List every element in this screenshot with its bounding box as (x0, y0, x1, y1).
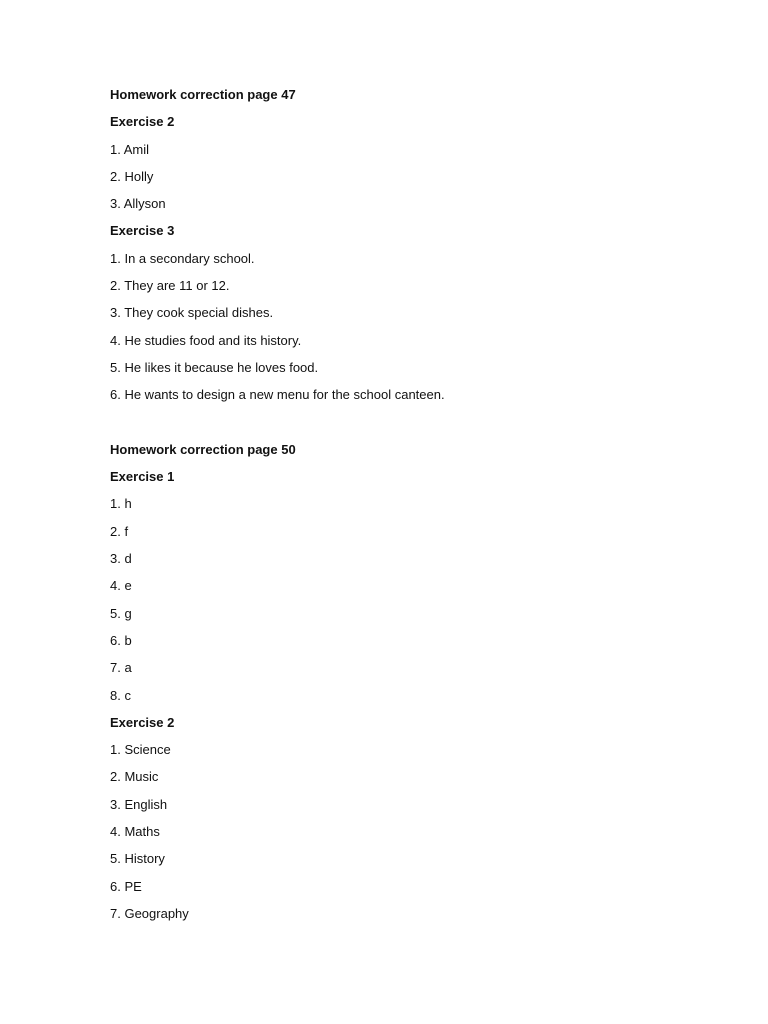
exercise-heading: Exercise 1 (110, 469, 175, 485)
answer-item: 6. He wants to design a new menu for the school canteen. (110, 387, 445, 403)
answer-item: 8. c (110, 687, 131, 703)
answer-item: 4. e (110, 578, 132, 594)
answer-item: 1. Amil (110, 141, 150, 157)
answer-item: 1. Science (110, 742, 171, 758)
exercise-heading: Exercise 2 (110, 714, 175, 730)
answer-item: 6. b (110, 632, 132, 648)
answer-item: 4. He studies food and its history. (110, 332, 302, 348)
answer-item: 1. In a secondary school. (110, 250, 255, 266)
answer-item: 3. d (110, 551, 132, 567)
answer-item: 5. He likes it because he loves food. (110, 359, 319, 375)
section-title: Homework correction page 50 (110, 441, 296, 457)
document-content (110, 85, 710, 931)
answer-item: 1. h (110, 496, 132, 512)
answer-item: 7. Geography (110, 905, 189, 921)
answer-item: 2. f (110, 523, 129, 539)
answer-item: 3. They cook special dishes. (110, 305, 274, 321)
exercise-heading: Exercise 3 (110, 223, 175, 239)
answer-item: 2. They are 11 or 12. (110, 278, 230, 294)
exercise-heading: Exercise 2 (110, 114, 175, 130)
answer-item: 2. Holly (110, 168, 154, 184)
answer-item: 5. g (110, 605, 132, 621)
answer-item: 3. Allyson (110, 196, 166, 212)
answer-item: 3. English (110, 796, 168, 812)
section-gap (110, 413, 710, 440)
answer-item: 7. a (110, 660, 132, 676)
answer-item: 2. Music (110, 769, 159, 785)
answer-item: 6. PE (110, 878, 142, 894)
section-title: Homework correction page 47 (110, 87, 296, 102)
answer-item: 5. History (110, 851, 165, 867)
answer-item: 4. Maths (110, 824, 160, 840)
